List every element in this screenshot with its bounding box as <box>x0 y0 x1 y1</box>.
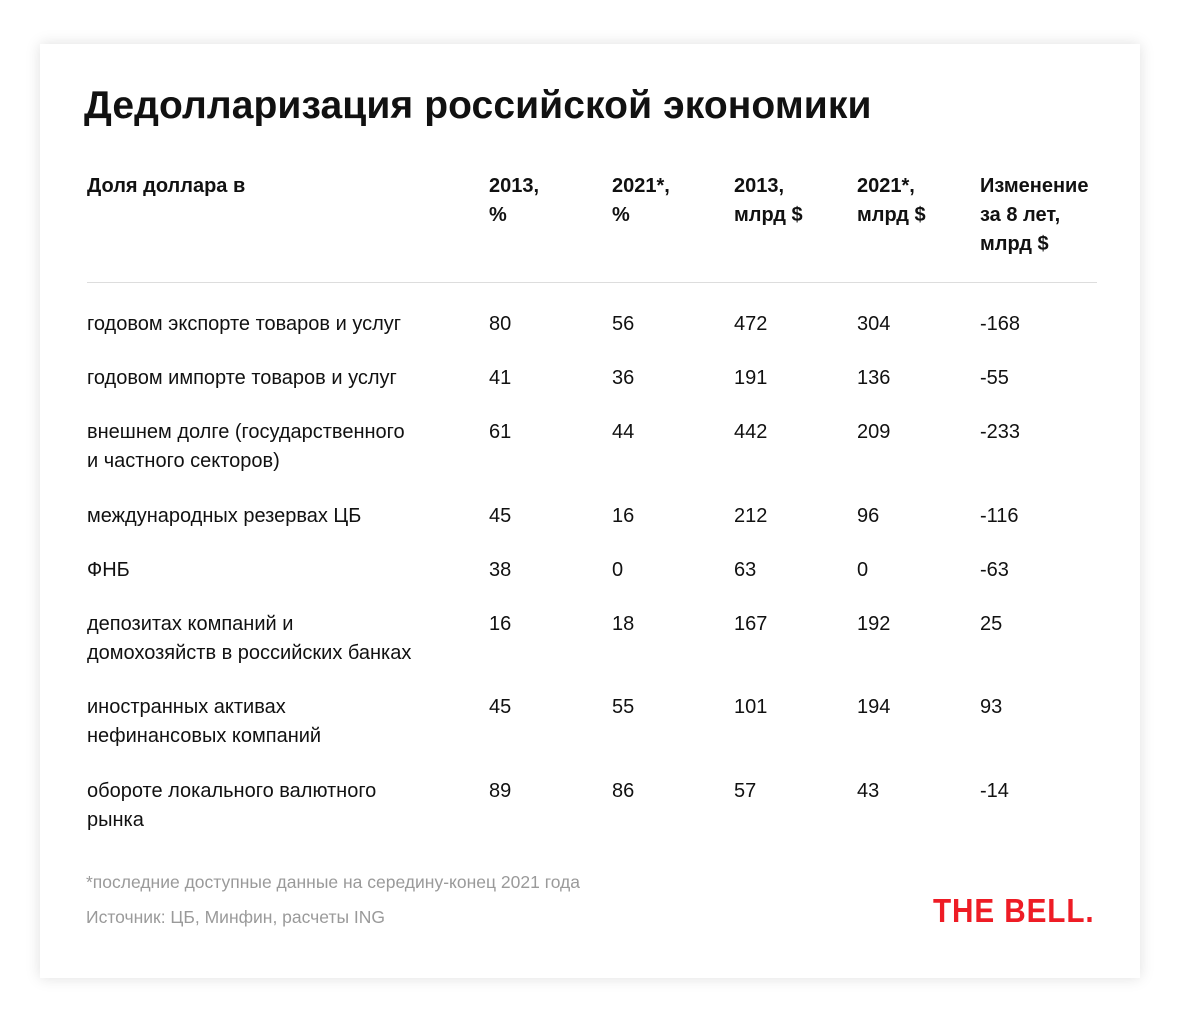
row-label: внешнем долге (государственного и частного секторов) <box>87 421 405 472</box>
value-2013-bln: 212 <box>734 505 768 527</box>
value-2013-pct: 45 <box>489 505 512 527</box>
table-card <box>40 44 1140 978</box>
value-2021-bln: 43 <box>857 780 880 802</box>
value-2021-bln: 192 <box>857 613 891 635</box>
header-change: Изменение за 8 лет, млрд $ <box>980 175 1089 255</box>
value-2013-bln: 101 <box>734 696 768 718</box>
header-divider <box>87 282 1097 283</box>
chart-title: Дедолларизация российской экономики <box>84 84 872 127</box>
value-change: -63 <box>980 559 1009 581</box>
value-2021-pct: 44 <box>612 421 635 443</box>
value-2021-pct: 36 <box>612 367 635 389</box>
the-bell-logo: THE BELL. <box>933 892 1095 929</box>
value-2013-pct: 41 <box>489 367 512 389</box>
value-change: -55 <box>980 367 1009 389</box>
header-2021-bln: 2021*, млрд $ <box>857 175 926 226</box>
value-2013-bln: 472 <box>734 313 768 335</box>
value-2013-pct: 80 <box>489 313 512 335</box>
row-label: годовом импорте товаров и услуг <box>87 367 397 389</box>
value-2021-pct: 0 <box>612 559 624 581</box>
header-2021-pct: 2021*, % <box>612 175 670 226</box>
value-2013-bln: 442 <box>734 421 768 443</box>
value-2013-pct: 61 <box>489 421 512 443</box>
source-note: Источник: ЦБ, Минфин, расчеты ING <box>86 907 386 927</box>
header-2013-bln: 2013, млрд $ <box>734 175 803 226</box>
value-2013-pct: 45 <box>489 696 512 718</box>
value-change: -14 <box>980 780 1009 802</box>
value-2021-bln: 209 <box>857 421 891 443</box>
value-2021-pct: 55 <box>612 696 635 718</box>
value-2013-bln: 167 <box>734 613 768 635</box>
value-2021-bln: 136 <box>857 367 891 389</box>
value-2021-bln: 96 <box>857 505 880 527</box>
value-2013-bln: 191 <box>734 367 768 389</box>
value-change: 93 <box>980 696 1003 718</box>
value-change: -116 <box>980 505 1019 527</box>
footnote: *последние доступные данные на середину-конец 2021 года <box>86 872 580 892</box>
value-change: 25 <box>980 613 1003 635</box>
value-2021-bln: 304 <box>857 313 891 335</box>
row-label: международных резервах ЦБ <box>87 505 362 527</box>
row-label: ФНБ <box>87 559 130 581</box>
value-2013-pct: 16 <box>489 613 512 635</box>
value-2013-pct: 89 <box>489 780 512 802</box>
value-2021-pct: 18 <box>612 613 635 635</box>
value-2021-pct: 56 <box>612 313 635 335</box>
value-2021-pct: 86 <box>612 780 635 802</box>
row-label: депозитах компаний и домохозяйств в российских банках <box>87 613 412 664</box>
value-change: -233 <box>980 421 1021 443</box>
value-2013-bln: 57 <box>734 780 757 802</box>
header-label: Доля доллара в <box>87 175 246 197</box>
value-2013-bln: 63 <box>734 559 757 581</box>
value-2021-pct: 16 <box>612 505 635 527</box>
value-change: -168 <box>980 313 1021 335</box>
value-2021-bln: 0 <box>857 559 869 581</box>
header-2013-pct: 2013, % <box>489 175 540 226</box>
value-2021-bln: 194 <box>857 696 891 718</box>
value-2013-pct: 38 <box>489 559 512 581</box>
row-label: иностранных активах нефинансовых компаний <box>87 696 322 747</box>
row-label: годовом экспорте товаров и услуг <box>87 313 402 335</box>
row-label: обороте локального валютного рынка <box>87 780 377 831</box>
